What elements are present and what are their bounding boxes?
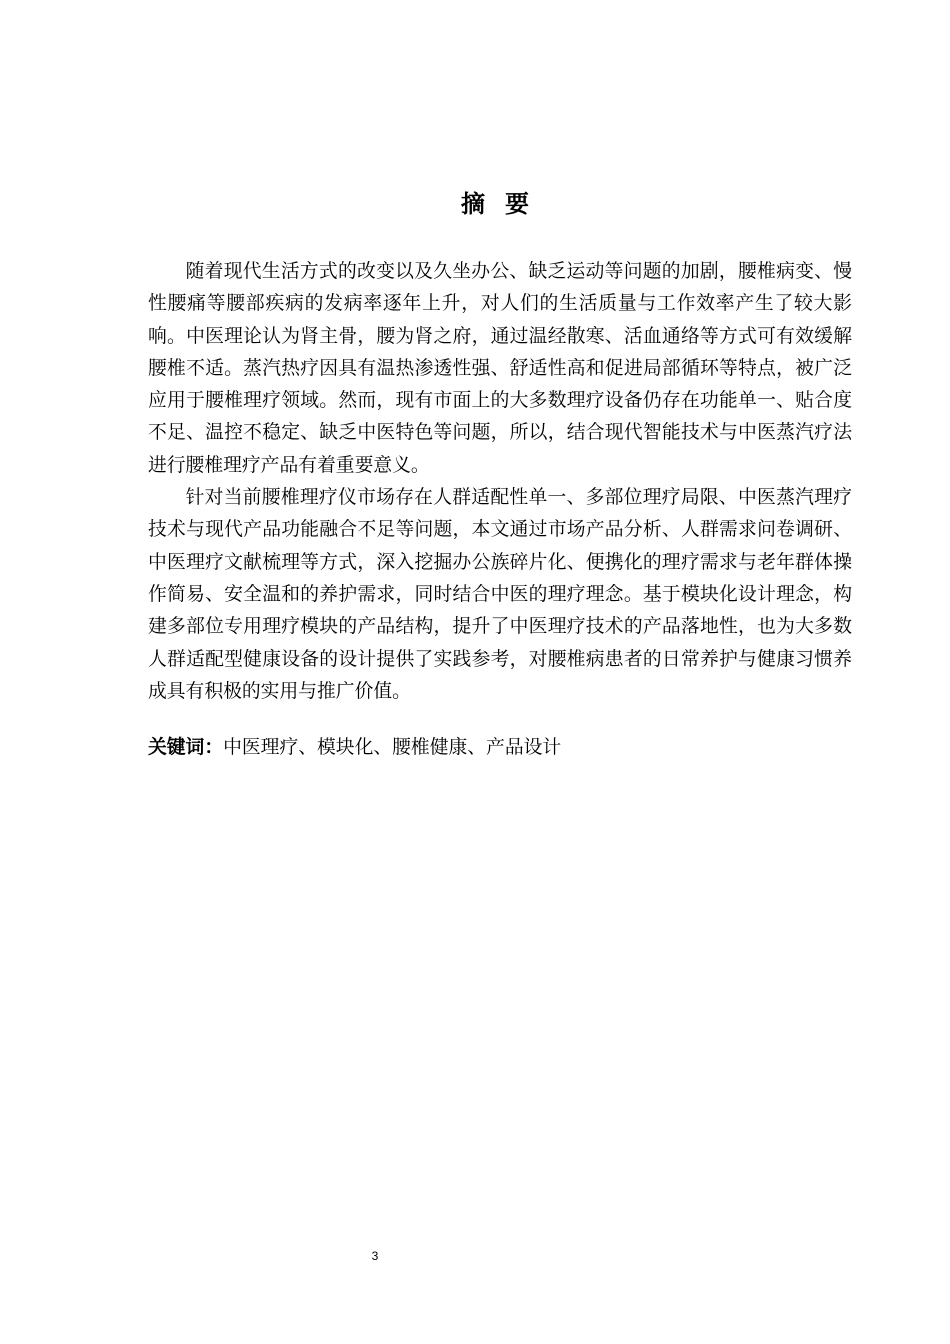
keywords-list: 中医理疗、模块化、腰椎健康、产品设计 bbox=[223, 737, 562, 758]
keywords-label: 关键词： bbox=[148, 737, 224, 758]
abstract-title: 摘要 bbox=[461, 190, 549, 218]
abstract-body bbox=[148, 256, 852, 708]
abstract-paragraph-2: 针对当前腰椎理疗仪市场存在人群适配性单一、多部位理疗局限、中医蒸汽理疗技术与现代产品功能融合不足等问题，本文通过市场产品分析、人群需求问卷调研、中医理疗文献梳理等方式，深入挖掘办公族碎片化、便携化的理疗需求与老年群体操作简易、安全温和的养护需求，同时结合中医的理疗理念。基于模块化设计理念，构建多部位专用理疗模块的产品结构，提升了中医理疗技术的产品落地性，也为大多数人群适配型健康设备的设计提供了实践参考，对腰椎病患者的日常养护与健康习惯养成具有积极的实用与推广价值。 bbox=[148, 487, 852, 702]
page-number: 3 bbox=[371, 1249, 379, 1263]
abstract-paragraph-1: 随着现代生活方式的改变以及久坐办公、缺乏运动等问题的加剧，腰椎病变、慢性腰痛等腰部疾病的发病率逐年上升，对人们的生活质量与工作效率产生了较大影响。中医理论认为肾主骨，腰为肾之府，通过温经散寒、活血通络等方式可有效缓解腰椎不适。蒸汽热疗因具有温热渗透性强、舒适性高和促进局部循环等特点，被广泛应用于腰椎理疗领域。然而，现有市面上的大多数理疗设备仍存在功能单一、贴合度不足、温控不稳定、缺乏中医特色等问题，所以，结合现代智能技术与中医蒸汽疗法进行腰椎理疗产品有着重要意义。 bbox=[148, 261, 852, 476]
keywords-line bbox=[148, 734, 852, 762]
